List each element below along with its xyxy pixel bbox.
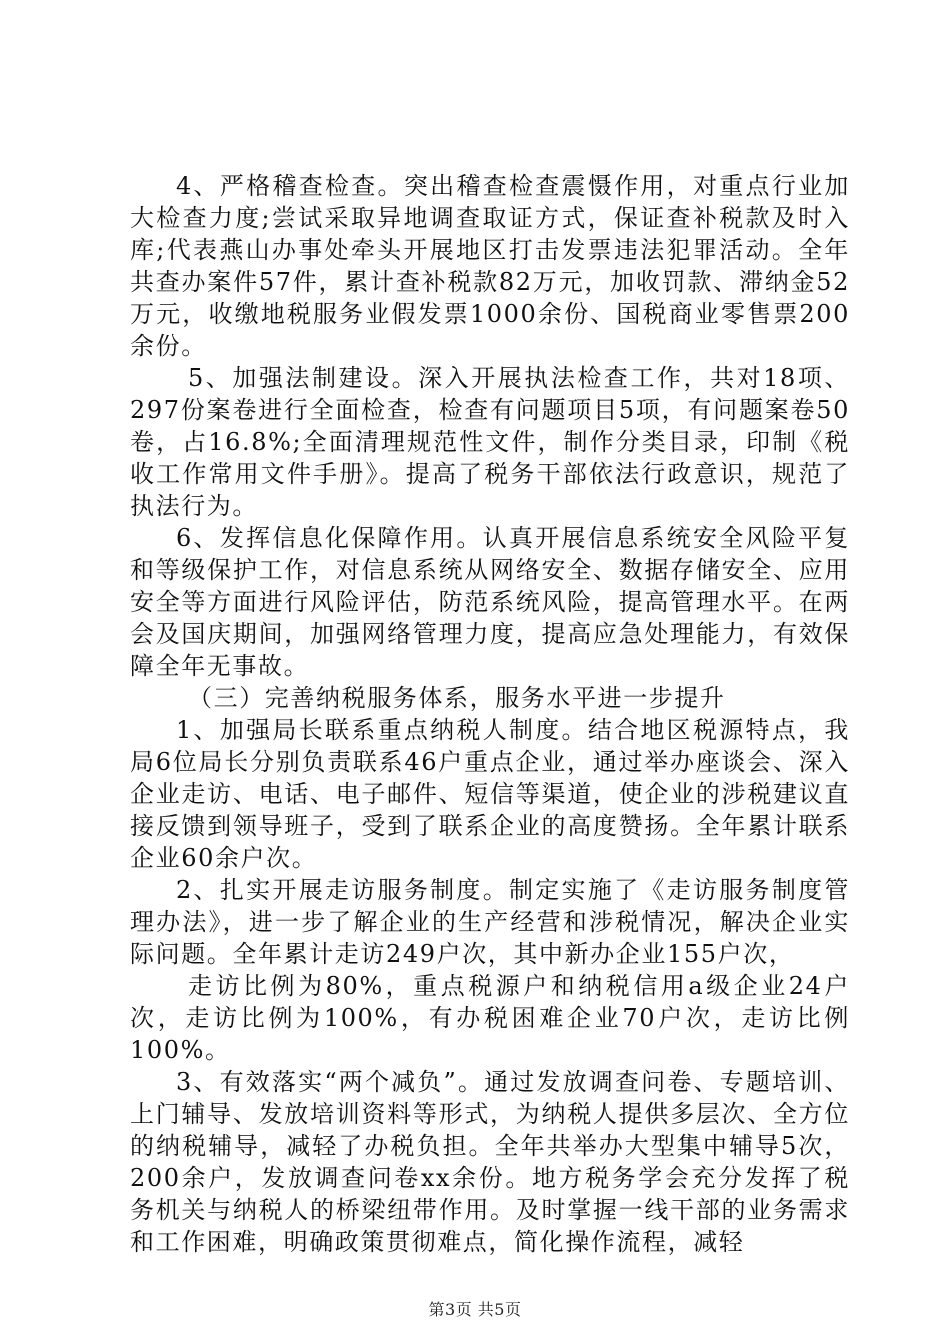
paragraph-4-audit: 4、严格稽查检查。突出稽查检查震慑作用，对重点行业加大检查力度;尝试采取异地调查取证方式，保证查补税款及时入库;代表燕山办事处牵头开展地区打击发票违法犯罪活动。全年共查办案件57件，累计查补税款82万元，加收罚款、滞纳金52万元，收缴地税服务业假发票1000余份、国税商业零售票200余份。 — [130, 172, 850, 360]
paragraph-5-legal: 5、加强法制建设。深入开展执法检查工作，共对18项、297份案卷进行全面检查，检查有问题项目5项，有问题案卷50卷，占16.8%;全面清理规范性文件，制作分类目录，印制《税收工作常用文件手册》。提高了税务干部依法行政意识，规范了执法行为。 — [130, 364, 850, 520]
paragraph-2-visit: 2、扎实开展走访服务制度。制定实施了《走访服务制度管理办法》，进一步了解企业的生产经营和涉税情况，解决企业实际问题。全年累计走访249户次，其中新办企业155户次， — [130, 876, 850, 968]
paragraph-3-burden: 3、有效落实“两个减负”。通过发放调查问卷、专题培训、上门辅导、发放培训资料等形式，为纳税人提供多层次、全方位的纳税辅导，减轻了办税负担。全年共举办大型集中辅导5次，200余户，发放调查问卷xx余份。地方税务学会充分发挥了税务机关与纳税人的桥梁纽带作用。及时掌握一线干部的业务需求和工作困难，明确政策贯彻难点，简化操作流程，减轻 — [130, 1068, 850, 1256]
section-heading-3: （三）完善纳税服务体系，服务水平进一步提升 — [188, 684, 726, 712]
body-text — [130, 170, 850, 1258]
page-number-footer: 第3页 共5页 — [428, 1300, 522, 1319]
paragraph-6-it: 6、发挥信息化保障作用。认真开展信息系统安全风险平复和等级保护工作，对信息系统从网络安全、数据存储安全、应用安全等方面进行风险评估，防范系统风险，提高管理水平。在两会及国庆期间，加强网络管理力度，提高应急处理能力，有效保障全年无事故。 — [130, 524, 850, 680]
paragraph-1-contact: 1、加强局长联系重点纳税人制度。结合地区税源特点，我局6位局长分别负责联系46户重点企业，通过举办座谈会、深入企业走访、电话、电子邮件、短信等渠道，使企业的涉税建议直接反馈到领导班子，受到了联系企业的高度赞扬。全年累计联系企业60余户次。 — [130, 716, 850, 872]
paragraph-2-visit-continued: 走访比例为80%，重点税源户和纳税信用a级企业24户次，走访比例为100%，有办税困难企业70户次，走访比例100%。 — [130, 972, 850, 1064]
